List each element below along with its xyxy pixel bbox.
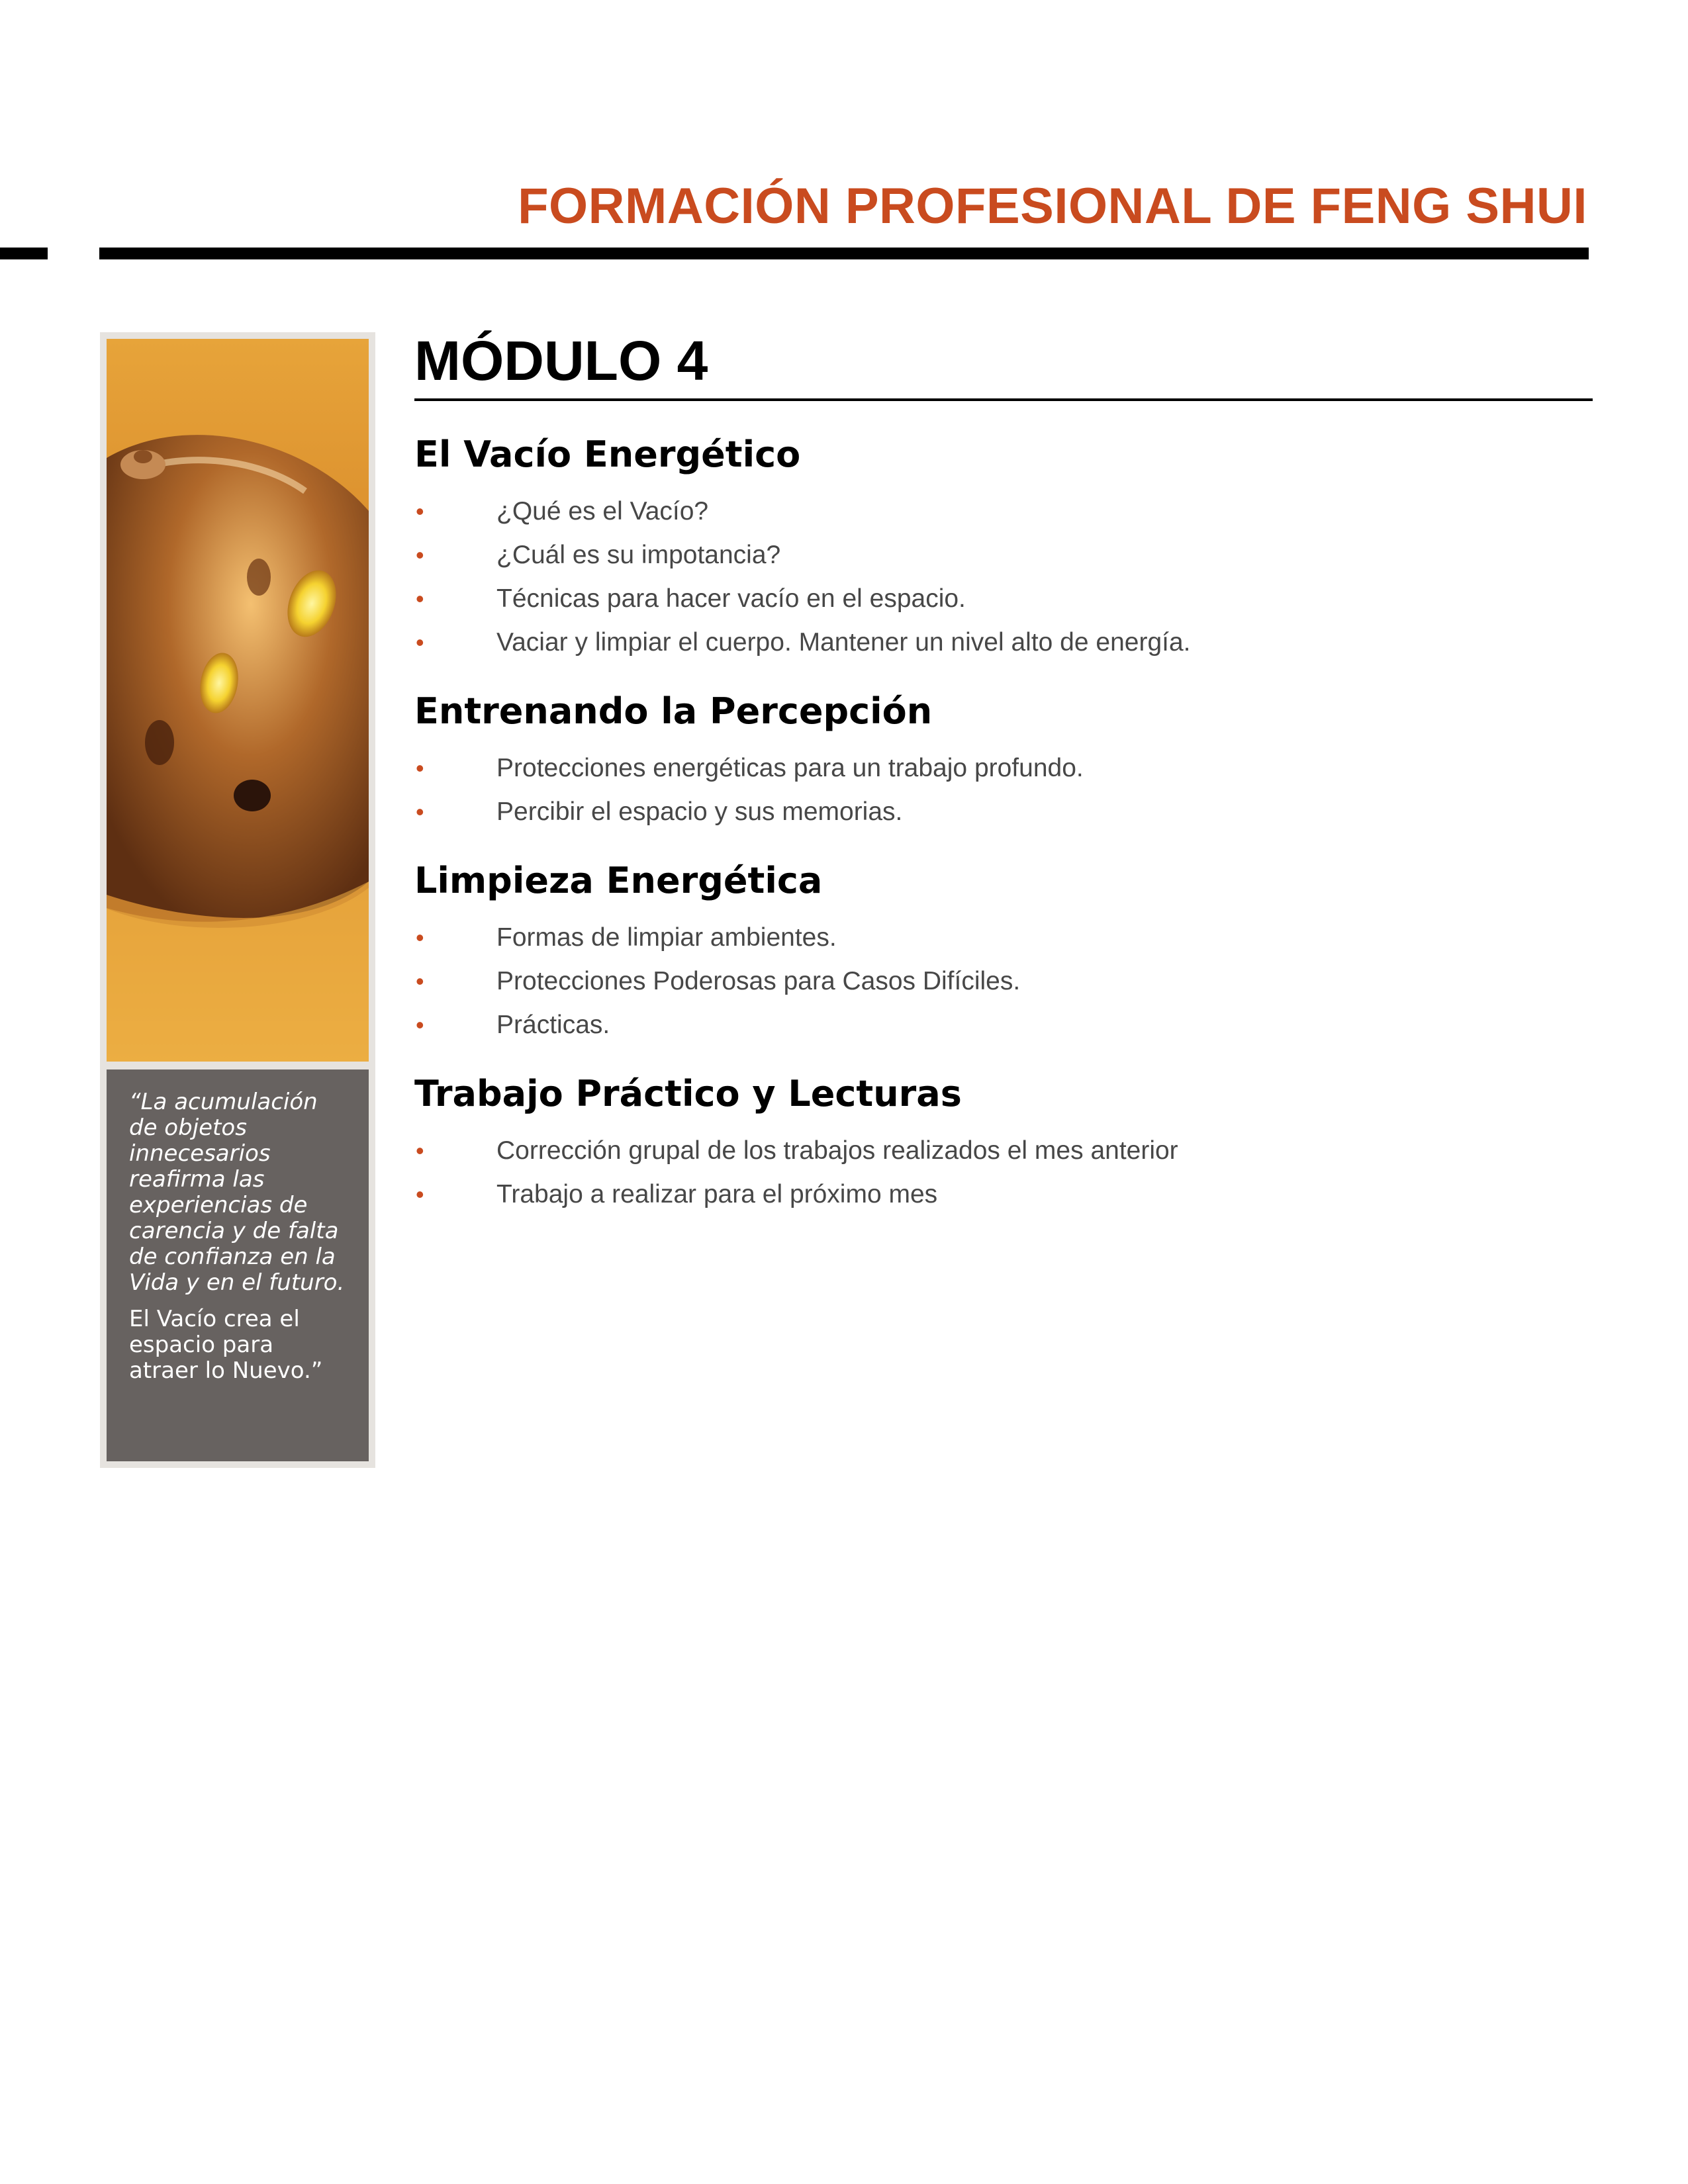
list-item-text: Vaciar y limpiar el cuerpo. Mantener un nivel alto de energía. [496, 628, 1191, 657]
list-item [414, 1129, 1593, 1173]
bullet-icon: • [416, 968, 424, 995]
lantern-photo [107, 339, 369, 1062]
bullet-icon: • [416, 1011, 424, 1038]
lantern-photo-image [107, 339, 369, 1062]
list-item-text: Trabajo a realizar para el próximo mes [496, 1180, 938, 1208]
list-item-text: Protecciones energéticas para un trabajo profundo. [496, 754, 1084, 782]
list-item [414, 533, 1593, 577]
section-title: Trabajo Práctico y Lecturas [414, 1073, 962, 1115]
quote-box [107, 1069, 369, 1461]
quote-italic-text: “La acumulación de objetos innecesarios reafirma las experiencias de carencia y de falta de confianza en la Vida y en el futuro. [129, 1089, 345, 1296]
section-list [414, 916, 1593, 1047]
list-item-text: Formas de limpiar ambientes. [496, 923, 837, 952]
list-item-text: Protecciones Poderosas para Casos Difíciles. [496, 967, 1021, 995]
list-item [414, 1173, 1593, 1216]
bullet-icon: • [416, 1137, 424, 1164]
bullet-icon: • [416, 585, 424, 612]
module-content [414, 324, 1593, 1216]
list-item [414, 960, 1593, 1003]
bullet-icon: • [416, 754, 424, 782]
bullet-icon: • [416, 1181, 424, 1208]
header-rule-left [0, 248, 48, 259]
list-item [414, 790, 1593, 834]
list-item [414, 916, 1593, 960]
module-title: MÓDULO 4 [414, 324, 1593, 401]
list-item [414, 490, 1593, 533]
header-rule [99, 248, 1589, 259]
list-item-text: ¿Cuál es su impotancia? [496, 541, 781, 569]
page-header-title: FORMACIÓN PROFESIONAL DE FENG SHUI [518, 178, 1587, 234]
list-item-text: Técnicas para hacer vacío en el espacio. [496, 584, 966, 613]
sidebar-panel [100, 332, 375, 1468]
bullet-icon: • [416, 629, 424, 656]
bullet-icon: • [416, 541, 424, 569]
list-item [414, 747, 1593, 790]
section-title: Limpieza Energética [414, 860, 823, 901]
bullet-icon: • [416, 924, 424, 951]
list-item-text: Corrección grupal de los trabajos realizados el mes anterior [496, 1136, 1178, 1165]
quote-plain-text: El Vacío crea el espacio para atraer lo Nuevo.” [129, 1306, 323, 1384]
section-title: Entrenando la Percepción [414, 690, 933, 732]
section-list [414, 490, 1593, 664]
list-item [414, 621, 1593, 664]
section-title: El Vacío Energético [414, 433, 801, 475]
section-list [414, 747, 1593, 834]
bullet-icon: • [416, 498, 424, 525]
list-item [414, 1003, 1593, 1047]
bullet-icon: • [416, 798, 424, 825]
list-item-text: ¿Qué es el Vacío? [496, 497, 709, 525]
list-item-text: Percibir el espacio y sus memorias. [496, 797, 903, 826]
list-item [414, 577, 1593, 621]
list-item-text: Prácticas. [496, 1011, 610, 1039]
section-list [414, 1129, 1593, 1216]
